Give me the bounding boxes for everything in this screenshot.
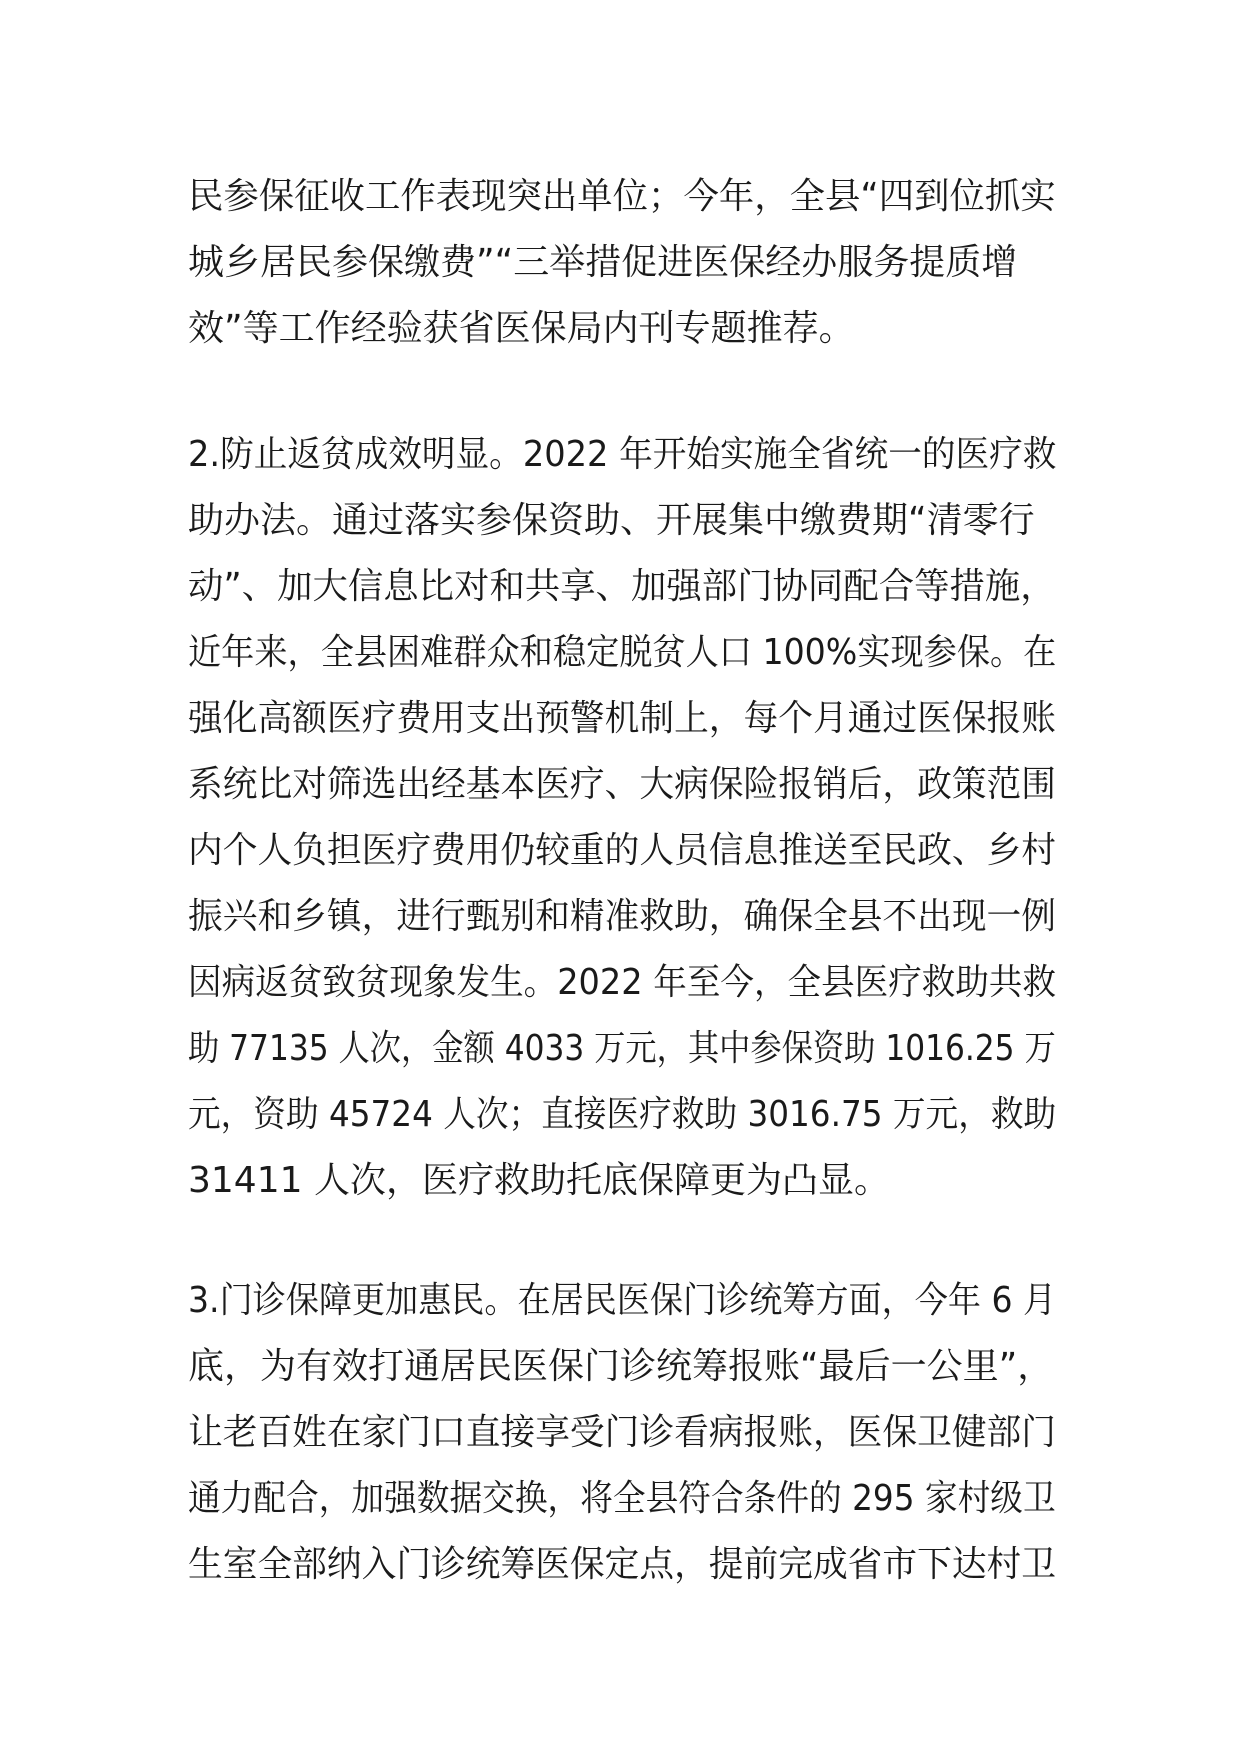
text-line: 动”、加大信息比对和共享、加强部门协同配合等措施，	[188, 566, 1056, 607]
text-line: 助 77135 人次，金额 4033 万元，其中参保资助 1016.25 万	[188, 1028, 1056, 1069]
text-line: 因病返贫致贫现象发生。2022 年至今，全县医疗救助共救	[188, 962, 1057, 1003]
text-line: 31411 人次，医疗救助托底保障更为凸显。	[188, 1160, 890, 1201]
text-line: 3.门诊保障更加惠民。在居民医保门诊统筹方面，今年 6 月	[188, 1280, 1057, 1321]
text-line: 系统比对筛选出经基本医疗、大病保险报销后，政策范围	[188, 764, 1057, 805]
text-line: 让老百姓在家门口直接享受门诊看病报账，医保卫健部门	[188, 1412, 1057, 1453]
text-line: 振兴和乡镇，进行甄别和精准救助，确保全县不出现一例	[188, 896, 1057, 937]
text-line: 通力配合，加强数据交换，将全县符合条件的 295 家村级卫	[188, 1478, 1056, 1519]
text-line: 近年来，全县困难群众和稳定脱贫人口 100%实现参保。在	[188, 632, 1057, 673]
text-line: 元，资助 45724 人次；直接医疗救助 3016.75 万元，救助	[188, 1094, 1057, 1135]
text-line: 效”等工作经验获省医保局内刊专题推荐。	[188, 308, 855, 349]
text-line: 民参保征收工作表现突出单位；今年，全县“四到位抓实	[188, 176, 1056, 217]
text-line: 强化高额医疗费用支出预警机制上，每个月通过医保报账	[188, 698, 1057, 739]
text-line: 助办法。通过落实参保资助、开展集中缴费期“清零行	[188, 500, 1035, 541]
text-line: 内个人负担医疗费用仍较重的人员信息推送至民政、乡村	[188, 830, 1057, 871]
text-line: 生室全部纳入门诊统筹医保定点，提前完成省市下达村卫	[188, 1544, 1057, 1585]
text-line: 2.防止返贫成效明显。2022 年开始实施全省统一的医疗救	[188, 434, 1057, 475]
text-line: 底，为有效打通居民医保门诊统筹报账“最后一公里”，	[188, 1346, 1054, 1387]
text-line: 城乡居民参保缴费”“三举措促进医保经办服务提质增	[188, 242, 1018, 283]
